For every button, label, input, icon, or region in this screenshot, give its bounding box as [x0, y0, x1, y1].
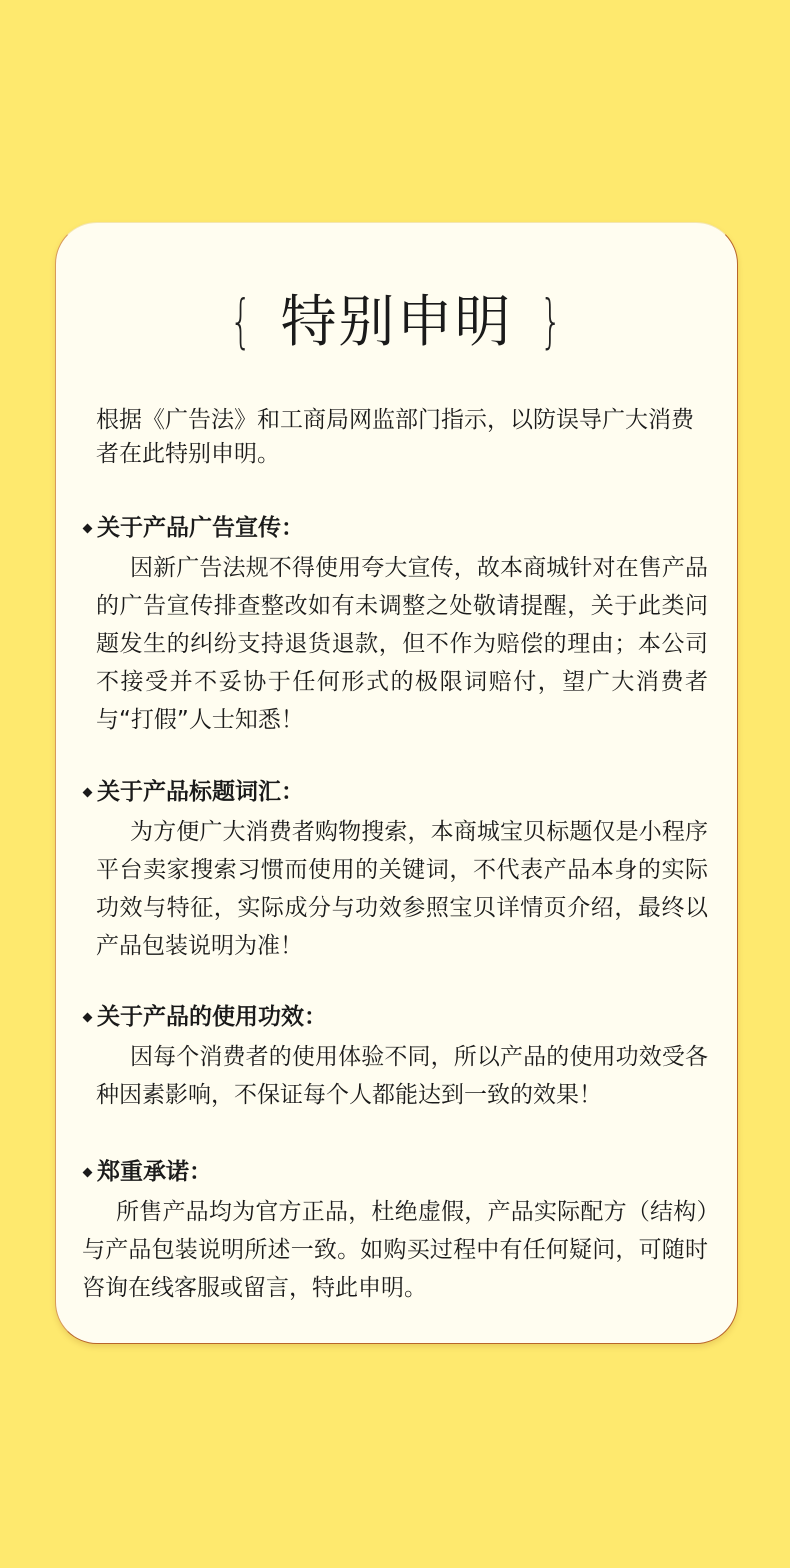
- left-brace: {: [229, 287, 253, 355]
- section-body: 为方便广大消费者购物搜索，本商城宝贝标题仅是小程序平台卖家搜索习惯而使用的关键词，不代表产品本身的实际功效与特征，实际成分与功效参照宝贝详情页介绍，最终以产品包装说明为准！: [96, 819, 708, 959]
- page-title: [56, 281, 737, 363]
- section-body: 所售产品均为官方正品，杜绝虚假，产品实际配方（结构）与产品包装说明所述一致。如购买过程中有任何疑问，可随时咨询在线客服或留言，特此申明。: [82, 1199, 708, 1301]
- section-efficacy: [82, 1000, 708, 1114]
- section-heading-text: 关于产品标题词汇：: [97, 779, 304, 805]
- section-heading-text: 关于产品广告宣传：: [97, 515, 304, 541]
- title-text: 特别申明: [280, 290, 513, 355]
- diamond-bullet-icon: [83, 1167, 93, 1177]
- right-brace: }: [540, 287, 564, 355]
- section-heading: [82, 511, 708, 545]
- section-body: 因每个消费者的使用体验不同，所以产品的使用功效受各种因素影响，不保证每个人都能达到一致的效果！: [96, 1044, 708, 1108]
- section-heading-text: 郑重承诺：: [97, 1159, 212, 1185]
- diamond-bullet-icon: [83, 1012, 93, 1022]
- section-advertising: [82, 511, 708, 739]
- intro-paragraph: 根据《广告法》和工商局网监部门指示，以防误导广大消费者在此特别申明。: [96, 407, 694, 467]
- section-heading: [82, 775, 708, 809]
- statement-card: [55, 222, 738, 1344]
- diamond-bullet-icon: [83, 523, 93, 533]
- section-body: 因新广告法规不得使用夸大宣传，故本商城针对在售产品的广告宣传排查整改如有未调整之处敬请提醒，关于此类问题发生的纠纷支持退货退款，但不作为赔偿的理由；本公司不接受并不妥协于任何形式的极限词赔付，望广大消费者与“打假”人士知悉！: [96, 555, 708, 733]
- section-heading-text: 关于产品的使用功效：: [97, 1004, 327, 1030]
- section-title-terms: [82, 775, 708, 965]
- section-heading: [82, 1155, 708, 1189]
- diamond-bullet-icon: [83, 787, 93, 797]
- section-commitment: [82, 1155, 708, 1307]
- section-heading: [82, 1000, 708, 1034]
